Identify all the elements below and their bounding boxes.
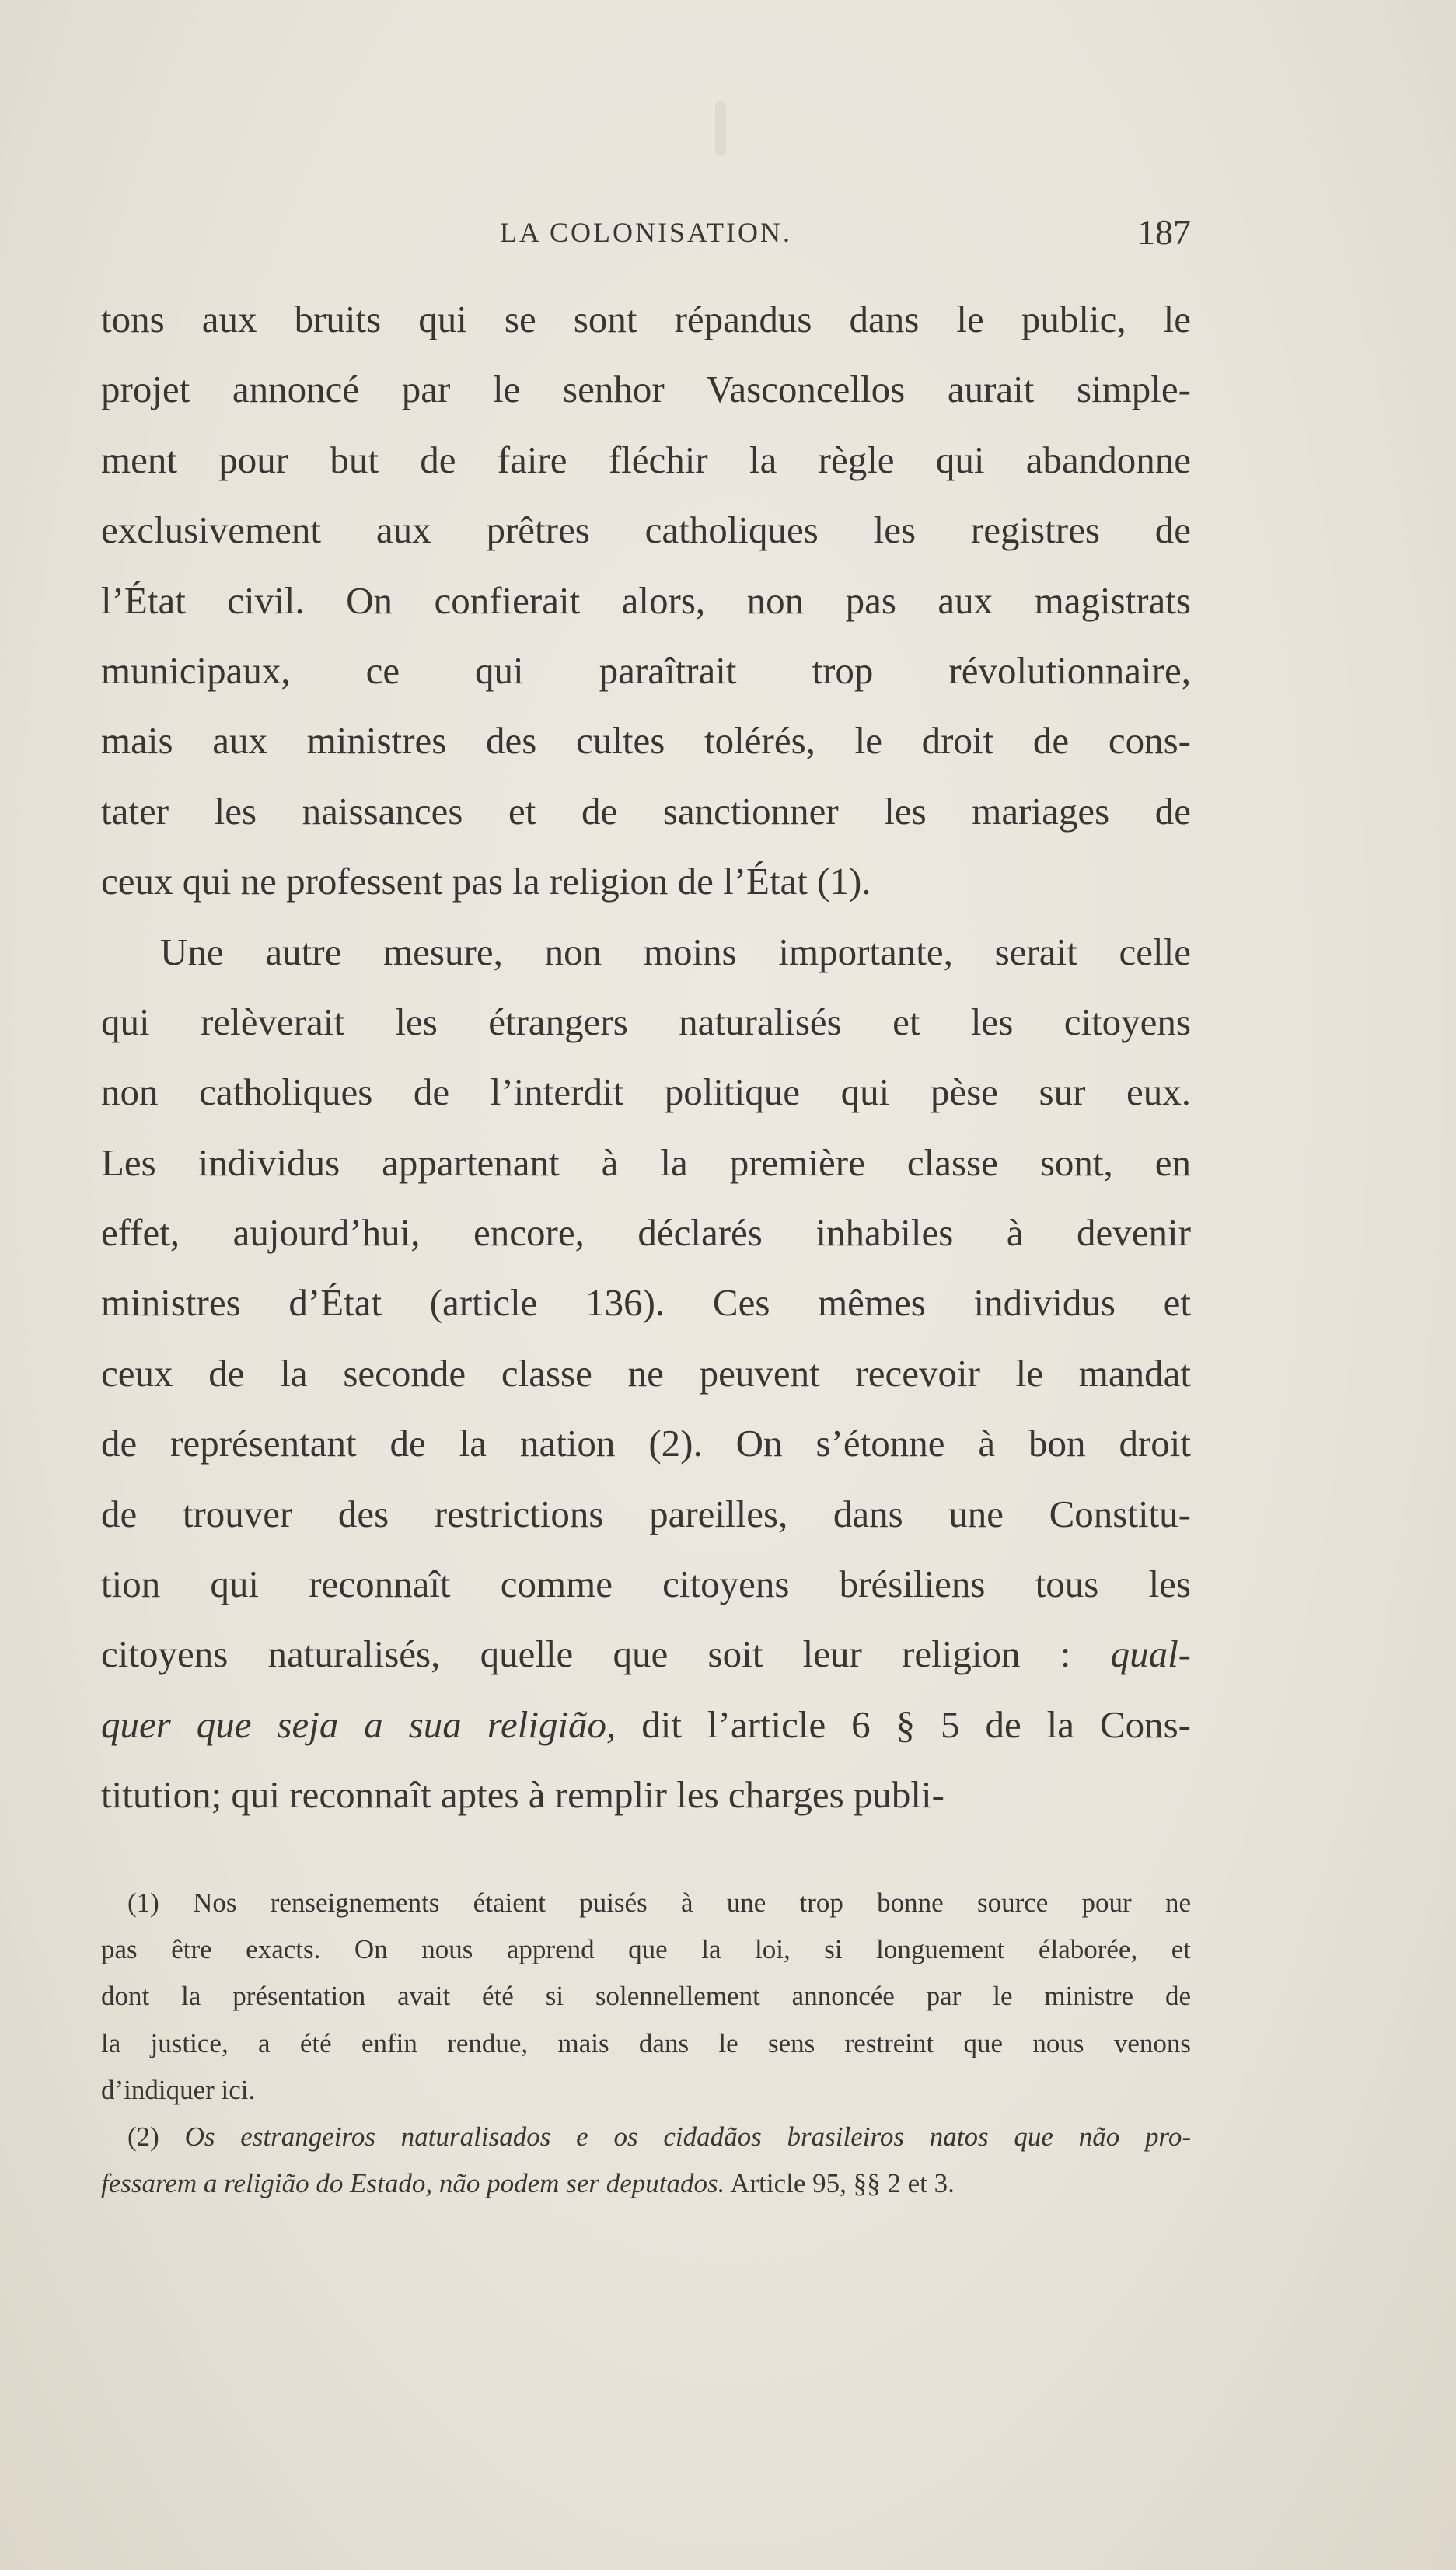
- footnote-line: [101, 2160, 1191, 2207]
- text-line: [101, 1619, 1191, 1689]
- text-line: mais aux ministres des cultes tolérés, le droit de cons-: [101, 719, 1191, 763]
- text-segment: Article 95, §§ 2 et 3.: [730, 2168, 955, 2199]
- text-line: de représentant de la nation (2). On s’étonne à bon droit: [101, 1422, 1191, 1465]
- footnote-line: pas être exacts. On nous apprend que la loi, si longuement élaborée, et: [101, 1934, 1191, 1965]
- footnotes: [101, 1880, 1191, 2207]
- footnote-line: la justice, a été enfin rendue, mais dans le sens restreint que nous venons: [101, 2027, 1191, 2058]
- footnote-line: (1) Nos renseignements étaient puisés à une trop bonne source pour ne: [127, 1887, 1191, 1918]
- text-line: effet, aujourd’hui, encore, déclarés inhabiles à devenir: [101, 1211, 1191, 1255]
- running-title: LA COLONISATION.: [500, 217, 792, 248]
- footnote-marker: (2): [127, 2121, 159, 2152]
- body-text: [101, 285, 1191, 1831]
- text-line: ment pour but de faire fléchir la règle qui abandonne: [101, 438, 1191, 481]
- italic-segment: fessarem a religião do Estado, não podem ser deputados.: [101, 2168, 725, 2199]
- text-line: tion qui reconnaît comme citoyens brésiliens tous les: [101, 1563, 1191, 1606]
- text-line: non catholiques de l’interdit politique qui pèse sur eux.: [101, 1070, 1191, 1114]
- running-head: [101, 211, 1191, 258]
- footnote-line: [101, 2114, 1191, 2160]
- text-line: de trouver des restrictions pareilles, dans une Constitu-: [101, 1492, 1191, 1535]
- footnote-line: dont la présentation avait été si solennellement annoncée par le ministre de: [101, 1981, 1191, 2012]
- text-line: qui relèverait les étrangers naturalisés et les citoyens: [101, 1000, 1191, 1043]
- text-line: projet annoncé par le senhor Vasconcellos aurait simple-: [101, 368, 1191, 411]
- italic-segment: quer que seja a sua religião,: [101, 1702, 616, 1746]
- italic-segment: qual-: [1110, 1632, 1191, 1676]
- text-line: ceux de la seconde classe ne peuvent recevoir le mandat: [101, 1351, 1191, 1395]
- text-line: [101, 1690, 1191, 1760]
- text-line: ceux qui ne professent pas la religion de l’État (1).: [101, 860, 871, 903]
- text-line: tater les naissances et de sanctionner les mariages de: [101, 789, 1191, 833]
- footnote-line: d’indiquer ici.: [101, 2074, 256, 2105]
- text-line: l’État civil. On confierait alors, non pas aux magistrats: [101, 578, 1191, 622]
- italic-segment: Os estrangeiros naturalisados e os cidadãos brasileiros natos que não pro-: [184, 2121, 1191, 2152]
- text-segment: dit l’article 6 § 5 de la Cons-: [641, 1702, 1192, 1746]
- page-number: 187: [1137, 212, 1191, 252]
- text-line: ministres d’État (article 136). Ces mêmes individus et: [101, 1281, 1191, 1325]
- text-line: titution; qui reconnaît aptes à remplir les charges publi-: [101, 1773, 944, 1817]
- text-line: exclusivement aux prêtres catholiques les registres de: [101, 508, 1191, 552]
- text-line: Une autre mesure, non moins importante, serait celle: [160, 930, 1191, 973]
- page-smudge: [715, 101, 726, 155]
- text-line: tons aux bruits qui se sont répandus dans le public, le: [101, 298, 1191, 340]
- text-line: municipaux, ce qui paraîtrait trop révolutionnaire,: [101, 648, 1191, 692]
- text-segment: citoyens naturalisés, quelle que soit leur religion :: [101, 1632, 1071, 1676]
- text-line: Les individus appartenant à la première classe sont, en: [101, 1140, 1191, 1184]
